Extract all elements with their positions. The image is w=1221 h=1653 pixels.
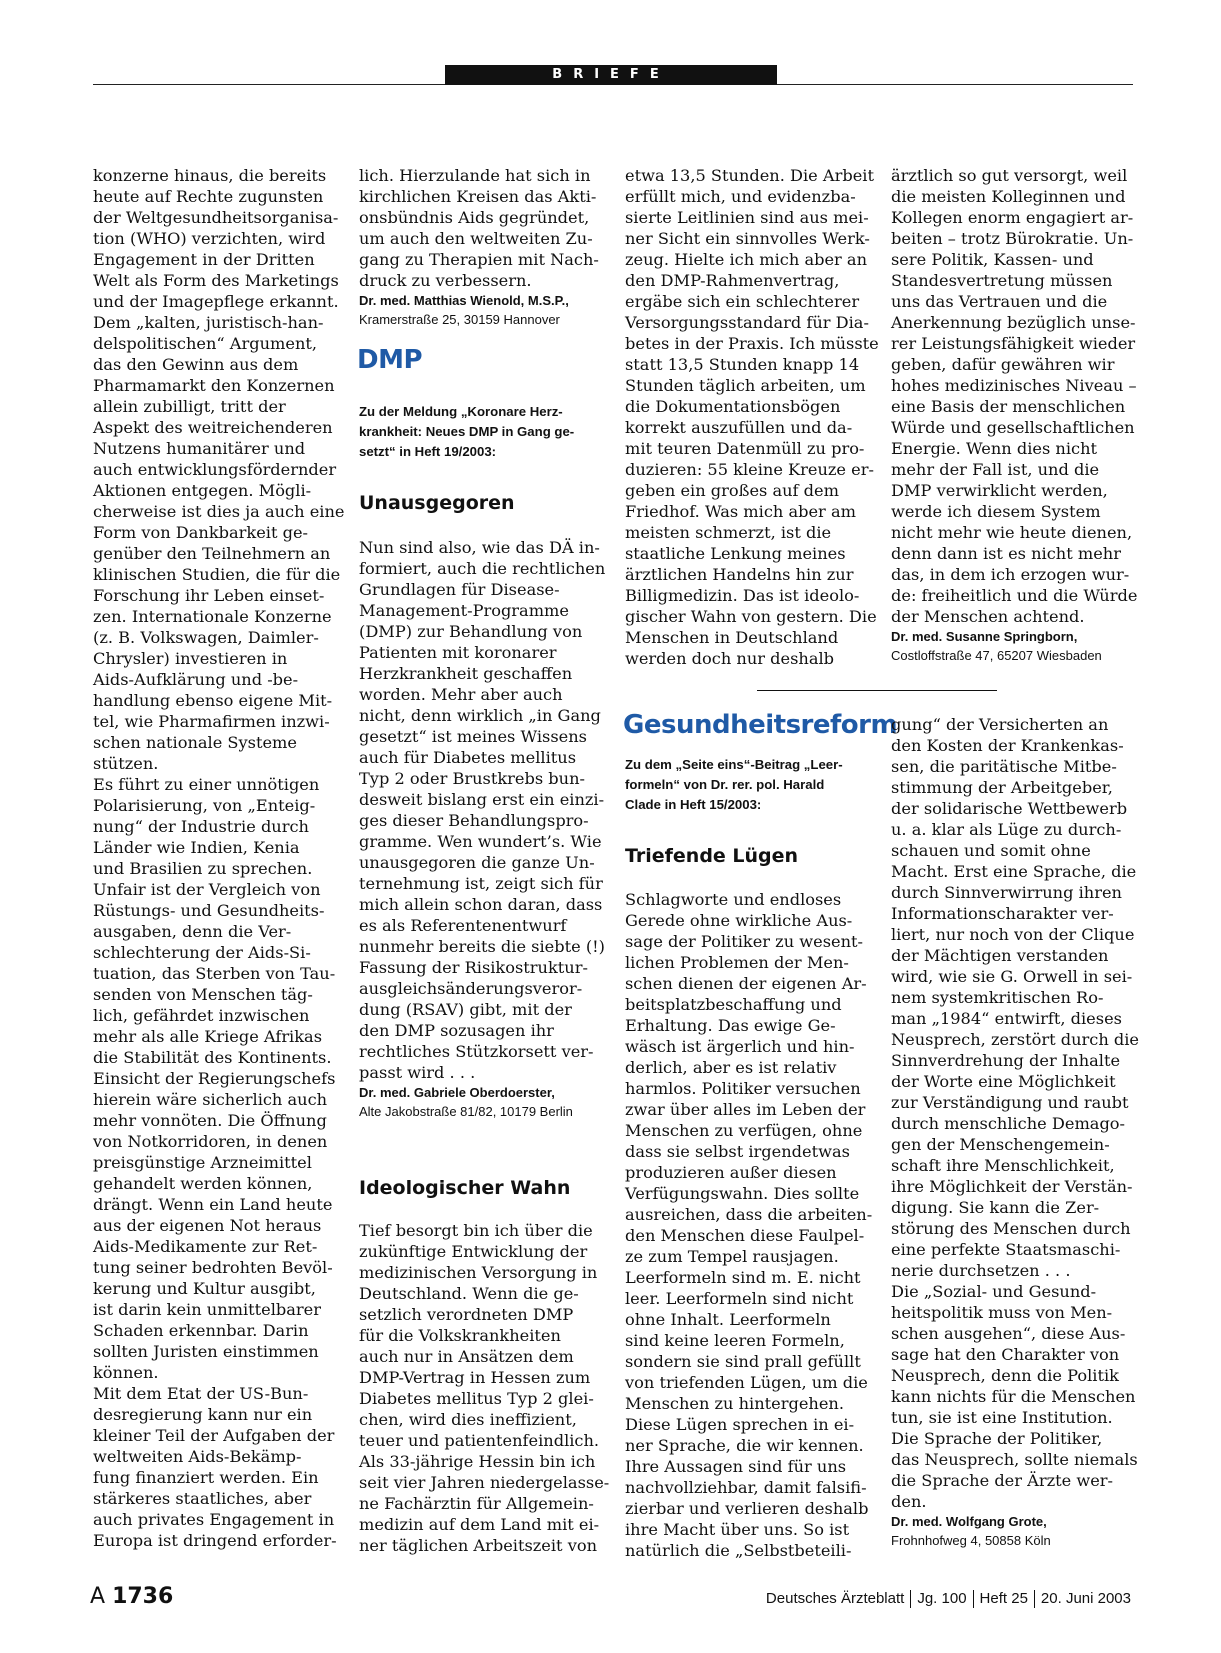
text-line: zierbar und verlieren deshalb xyxy=(625,1499,869,1518)
section-intro-gesundheitsreform xyxy=(625,755,843,815)
journal-date: 20. Juni 2003 xyxy=(1040,1590,1131,1607)
text-line: unausgegoren die ganze Un- xyxy=(359,853,595,872)
text-line: schen ausgehen“, diese Aus- xyxy=(891,1324,1126,1343)
text-line: schaft ihre Menschlichkeit, xyxy=(891,1156,1115,1175)
text-line: ihre Möglichkeit der Verstän- xyxy=(891,1177,1133,1196)
text-line: Friedhof. Was mich aber am xyxy=(625,502,856,521)
text-line: Aids-Aufklärung und -be- xyxy=(93,670,299,689)
text-line: worden. Mehr aber auch xyxy=(359,685,563,704)
text-line: Energie. Wenn dies nicht xyxy=(891,439,1098,458)
text-line: ärztlichen Handelns hin zur xyxy=(625,565,854,584)
letter-body-unausgegoren xyxy=(359,537,604,1121)
text-line: Nun sind also, wie das DÄ in- xyxy=(359,538,600,557)
signature-address: Kramerstraße 25, 30159 Hannover xyxy=(359,312,560,327)
text-line: dass sie selbst irgendetwas xyxy=(625,1142,850,1161)
text-line: Die Sprache der Politiker, xyxy=(891,1429,1103,1448)
journal-issue: Heft 25 xyxy=(979,1590,1028,1607)
text-line: (DMP) zur Behandlung von xyxy=(359,622,583,641)
text-line: kleiner Teil der Aufgaben der xyxy=(93,1426,335,1445)
text-line: nerie durchsetzen . . . xyxy=(891,1261,1071,1280)
text-line: Typ 2 oder Brustkrebs bun- xyxy=(359,769,585,788)
text-line: Welt als Form des Marketings xyxy=(93,271,339,290)
text-line: DMP-Vertrag in Hessen zum xyxy=(359,1368,591,1387)
column-1 xyxy=(93,165,345,1551)
text-line: Management-Programme xyxy=(359,601,569,620)
text-line: von triefenden Lügen, um die xyxy=(625,1373,868,1392)
text-line: der Menschen achtend. xyxy=(891,607,1085,626)
text-line: tun, sie ist eine Institution. xyxy=(891,1408,1113,1427)
text-line: allein zubilligt, tritt der xyxy=(93,397,286,416)
text-line: Pharmamarkt den Konzernen xyxy=(93,376,335,395)
journal-footer xyxy=(766,1590,1131,1608)
text-line: die meisten Kolleginnen und xyxy=(891,187,1126,206)
text-line: delspolitischen“ Argument, xyxy=(93,334,318,353)
text-line: Diese Lügen sprechen in ei- xyxy=(625,1415,855,1434)
text-line: setzlich verordneten DMP xyxy=(359,1305,574,1324)
text-line: beitsplatzbeschaffung und xyxy=(625,995,842,1014)
text-line: cherweise ist dies ja auch eine xyxy=(93,502,345,521)
text-line: klinischen Studien, die für die xyxy=(93,565,341,584)
text-line: Europa ist dringend erforder- xyxy=(93,1531,337,1550)
text-line: produzieren außer diesen xyxy=(625,1163,837,1182)
text-line: handlung ebenso eigene Mit- xyxy=(93,691,333,710)
letter-continuation-end xyxy=(359,165,604,291)
text-line: tung seiner bedrohten Bevöl- xyxy=(93,1258,333,1277)
text-line: nicht, denn wirklich „in Gang xyxy=(359,706,601,725)
text-line: ne Fachärztin für Allgemein- xyxy=(359,1494,594,1513)
text-line: desregierung kann nur ein xyxy=(93,1405,313,1424)
text-line: Versorgungsstandard für Dia- xyxy=(625,313,869,332)
text-line: zukünftige Entwicklung der xyxy=(359,1242,588,1261)
text-line: sind keine leeren Formeln, xyxy=(625,1331,845,1350)
text-line: natürlich die „Selbstbeteili- xyxy=(625,1541,852,1560)
signature-oberdoerster xyxy=(359,1083,604,1121)
text-line: auch entwicklungsfördernder xyxy=(93,460,337,479)
text-line: tel, wie Pharmafirmen inzwi- xyxy=(93,712,330,731)
text-line: schlechterung der Aids-Si- xyxy=(93,943,311,962)
text-line: Informationscharakter ver- xyxy=(891,904,1114,923)
text-line: liert, nur noch von der Clique xyxy=(891,925,1135,944)
text-line: Es führt zu einer unnötigen xyxy=(93,775,320,794)
text-line: dung (RSAV) gibt, mit der xyxy=(359,1000,572,1019)
text-line: das Neusprech, sollte niemals xyxy=(891,1450,1138,1469)
signature-address: Alte Jakobstraße 81/82, 10179 Berlin xyxy=(359,1104,573,1119)
text-line: korrekt auszufüllen und da- xyxy=(625,418,853,437)
text-line: lich, gefährdet inzwischen xyxy=(93,1006,310,1025)
text-line: Schaden erkennbar. Darin xyxy=(93,1321,309,1340)
text-line: ner Sicht ein sinnvolles Werk- xyxy=(625,229,870,248)
text-line: medizinischen Versorgung in xyxy=(359,1263,598,1282)
text-line: Kollegen enorm engagiert ar- xyxy=(891,208,1134,227)
text-line: nicht mehr wie heute dienen, xyxy=(891,523,1133,542)
text-line: mehr vonnöten. Die Öffnung xyxy=(93,1111,327,1130)
text-line: schauen und somit ohne xyxy=(891,841,1091,860)
text-line: Gerede ohne wirkliche Aus- xyxy=(625,911,853,930)
text-line: genüber den Teilnehmern an xyxy=(93,544,331,563)
text-line: und Brasilien zu sprechen. xyxy=(93,859,313,878)
text-line: und der Imagepflege erkannt. xyxy=(93,292,339,311)
text-line: digung. Sie kann die Zer- xyxy=(891,1198,1100,1217)
text-line: lichen Problemen der Men- xyxy=(625,953,849,972)
text-line: sere Politik, Kassen- und xyxy=(891,250,1094,269)
journal-volume: Jg. 100 xyxy=(917,1590,967,1607)
signature-name: Dr. med. Wolfgang Grote, xyxy=(891,1514,1047,1529)
text-line: meisten schmerzt, ist die xyxy=(625,523,832,542)
text-line: Mit dem Etat der US-Bun- xyxy=(93,1384,309,1403)
text-line: krankheit: Neues DMP in Gang ge- xyxy=(359,424,575,439)
text-line: werde ich diesem System xyxy=(891,502,1101,521)
text-line: ist darin kein unmittelbarer xyxy=(93,1300,321,1319)
text-line: Neusprech, zerstört durch die xyxy=(891,1030,1140,1049)
letter-continuation-text xyxy=(93,165,345,1551)
signature-wienold xyxy=(359,291,604,329)
text-line: nung“ der Industrie durch xyxy=(93,817,309,836)
text-line: von Notkorridoren, in denen xyxy=(93,1132,328,1151)
text-line: uns das Vertrauen und die xyxy=(891,292,1108,311)
text-line: erfüllt mich, und evidenzba- xyxy=(625,187,856,206)
text-line: Form von Dankbarkeit ge- xyxy=(93,523,309,542)
text-line: der Weltgesundheitsorganisa- xyxy=(93,208,339,227)
text-line: zen. Internationale Konzerne xyxy=(93,607,332,626)
text-line: Menschen in Deutschland xyxy=(625,628,839,647)
text-line: für die Volkskrankheiten xyxy=(359,1326,561,1345)
text-line: sierte Leitlinien sind aus mei- xyxy=(625,208,869,227)
text-line: den Menschen diese Faulpel- xyxy=(625,1226,865,1245)
text-line: tion (WHO) verzichten, wird xyxy=(93,229,326,248)
text-line: auch für Diabetes mellitus xyxy=(359,748,576,767)
text-line: statt 13,5 Stunden knapp 14 xyxy=(625,355,860,374)
text-line: heitspolitik muss von Men- xyxy=(891,1303,1113,1322)
text-line: Zu der Meldung „Koronare Herz- xyxy=(359,404,563,419)
text-line: Clade in Heft 15/2003: xyxy=(625,797,762,812)
text-line: u. a. klar als Lüge zu durch- xyxy=(891,820,1122,839)
text-line: Aktionen entgegen. Mögli- xyxy=(93,481,312,500)
text-line: ärztlich so gut versorgt, weil xyxy=(891,166,1128,185)
text-line: derlich, aber es ist relativ xyxy=(625,1058,837,1077)
text-line: Einsicht der Regierungschefs xyxy=(93,1069,336,1088)
text-line: Sinnverdrehung der Inhalte xyxy=(891,1051,1121,1070)
text-line: den Kosten der Krankenkas- xyxy=(891,736,1124,755)
text-line: Würde und gesellschaftlichen xyxy=(891,418,1135,437)
text-line: mehr der Fall ist, und die xyxy=(891,460,1100,479)
text-line: rechtliches Stützkorsett ver- xyxy=(359,1042,594,1061)
text-line: sondern sie sind prall gefüllt xyxy=(625,1352,861,1371)
text-line: Die „Sozial- und Gesund- xyxy=(891,1282,1097,1301)
text-line: nunmehr bereits die siebte (!) xyxy=(359,937,605,956)
text-line: Dem „kalten, juristisch-han- xyxy=(93,313,324,332)
text-line: harmlos. Politiker versuchen xyxy=(625,1079,861,1098)
text-line: Aspekt des weitreichenderen xyxy=(93,418,333,437)
letter-body-wahn-part1 xyxy=(359,1220,610,1556)
journal-name: Deutsches Ärzteblatt xyxy=(765,1590,905,1607)
letter-body-luegen-part1 xyxy=(625,889,873,1561)
signature-springborn xyxy=(891,627,1136,665)
signature-name: Dr. med. Susanne Springborn, xyxy=(891,629,1078,644)
text-line: kirchlichen Kreisen das Akti- xyxy=(359,187,597,206)
text-line: staatliche Lenkung meines xyxy=(625,544,846,563)
column-2 xyxy=(359,165,604,329)
text-line: medizin auf dem Land mit ei- xyxy=(359,1515,600,1534)
text-line: nachvollziehbar, damit falsifi- xyxy=(625,1478,867,1497)
text-line: formeln“ von Dr. rer. pol. Harald xyxy=(625,777,825,792)
text-line: Tief besorgt bin ich über die xyxy=(359,1221,593,1240)
text-line: onsbündnis Aids gegründet, xyxy=(359,208,590,227)
text-line: passt wird . . . xyxy=(359,1063,476,1082)
letter-body-luegen-part2 xyxy=(891,714,1140,1512)
text-line: Länder wie Indien, Kenia xyxy=(93,838,300,857)
text-line: die Sprache der Ärzte wer- xyxy=(891,1471,1113,1490)
letter-lines xyxy=(359,537,604,1083)
text-line: mit teuren Datenmüll zu pro- xyxy=(625,439,865,458)
column-4-lower xyxy=(891,714,1140,1550)
text-line: Nutzens humanitärer und xyxy=(93,439,306,458)
text-line: eine Basis der menschlichen xyxy=(891,397,1126,416)
text-line: Anerkennung bezüglich unse- xyxy=(891,313,1136,332)
text-line: sen, die paritätische Mitbe- xyxy=(891,757,1117,776)
text-line: Menschen zu hintergehen. xyxy=(625,1394,844,1413)
signature-grote xyxy=(891,1512,1136,1550)
text-line: Herzkrankheit geschaffen xyxy=(359,664,573,683)
text-line: stärkeres staatliches, aber xyxy=(93,1489,312,1508)
letter-heading-ideologischer-wahn: Ideologischer Wahn xyxy=(359,1177,571,1199)
text-line: ohne Inhalt. Leerformeln xyxy=(625,1310,831,1329)
text-line: Menschen zu verfügen, ohne xyxy=(625,1121,863,1140)
text-line: mich allein schon daran, dass xyxy=(359,895,603,914)
text-line: schen dienen der eigenen Ar- xyxy=(625,974,867,993)
text-line: werden doch nur deshalb xyxy=(625,649,835,668)
text-line: durch menschliche Demago- xyxy=(891,1114,1126,1133)
text-line: formiert, auch die rechtlichen xyxy=(359,559,606,578)
text-line: gehandelt werden können, xyxy=(93,1174,313,1193)
text-line: nem systemkritischen Ro- xyxy=(891,988,1104,1007)
text-line: ausgaben, denn die Ver- xyxy=(93,922,292,941)
text-line: ges dieser Behandlungspro- xyxy=(359,811,589,830)
text-line: Fassung der Risikostruktur- xyxy=(359,958,588,977)
text-line: Billigmedizin. Das ist ideolo- xyxy=(625,586,860,605)
text-line: Rüstungs- und Gesundheits- xyxy=(93,901,325,920)
text-line: Stunden täglich arbeiten, um xyxy=(625,376,866,395)
page-number xyxy=(90,1584,173,1609)
text-line: druck zu verbessern. xyxy=(359,271,532,290)
text-line: aus der eigenen Not heraus xyxy=(93,1216,322,1235)
text-line: auch privates Engagement in xyxy=(93,1510,335,1529)
page-prefix: A xyxy=(90,1584,106,1609)
text-line: Ihre Aussagen sind für uns xyxy=(625,1457,847,1476)
page-number-value: 1736 xyxy=(112,1584,174,1609)
letter-body-wahn-part2 xyxy=(625,165,879,669)
text-line: setzt“ in Heft 19/2003: xyxy=(359,444,497,459)
text-line: Als 33-jährige Hessin bin ich xyxy=(359,1452,596,1471)
text-line: sage hat den Charakter von xyxy=(891,1345,1120,1364)
text-line: de: freiheitlich und die Würde xyxy=(891,586,1138,605)
text-line: Forschung ihr Leben einset- xyxy=(93,586,325,605)
text-line: Schlagworte und endloses xyxy=(625,890,842,909)
text-line: ergäbe sich ein schlechterer xyxy=(625,292,860,311)
text-line: ner täglichen Arbeitszeit von xyxy=(359,1536,598,1555)
text-line: wird, wie sie G. Orwell in sei- xyxy=(891,967,1133,986)
text-line: hierein wäre sicherlich auch xyxy=(93,1090,328,1109)
section-intro-dmp xyxy=(359,402,574,462)
signature-address: Costloffstraße 47, 65207 Wiesbaden xyxy=(891,648,1102,663)
text-line: chen, wird dies ineffizient, xyxy=(359,1410,577,1429)
text-line: gramme. Wen wundert’s. Wie xyxy=(359,832,602,851)
text-line: ausreichen, dass die arbeiten- xyxy=(625,1205,873,1224)
text-line: rer Leistungsfähigkeit wieder xyxy=(891,334,1136,353)
section-title-gesundheitsreform: Gesundheitsreform xyxy=(623,710,898,740)
text-line: geben ein großes auf dem xyxy=(625,481,839,500)
text-line: Grundlagen für Disease- xyxy=(359,580,560,599)
signature-name: Dr. med. Matthias Wienold, M.S.P., xyxy=(359,293,569,308)
text-line: stützen. xyxy=(93,754,159,773)
text-line: der solidarische Wettbewerb xyxy=(891,799,1128,818)
text-line: (z. B. Volkswagen, Daimler- xyxy=(93,628,319,647)
text-line: Verfügungswahn. Dies sollte xyxy=(625,1184,860,1203)
text-line: kerung und Kultur ausgibt, xyxy=(93,1279,316,1298)
text-line: der Worte eine Möglichkeit xyxy=(891,1072,1116,1091)
text-line: Polarisierung, von „Enteig- xyxy=(93,796,316,815)
text-line: Erhaltung. Das ewige Ge- xyxy=(625,1016,836,1035)
text-line: ihre Macht über uns. So ist xyxy=(625,1520,850,1539)
text-line: ausgleichsänderungsveror- xyxy=(359,979,583,998)
text-line: gang zu Therapien mit Nach- xyxy=(359,250,599,269)
column-4 xyxy=(891,165,1136,665)
text-line: zur Verständigung und raubt xyxy=(891,1093,1129,1112)
text-line: etwa 13,5 Stunden. Die Arbeit xyxy=(625,166,874,185)
text-line: schen nationale Systeme xyxy=(93,733,297,752)
text-line: gung“ der Versicherten an xyxy=(891,715,1109,734)
text-line: das, in dem ich erzogen wur- xyxy=(891,565,1130,584)
text-line: können. xyxy=(93,1363,159,1382)
footer-separator xyxy=(910,1590,911,1608)
text-line: zeug. Hielte ich mich aber an xyxy=(625,250,867,269)
text-line: gen der Menschengemein- xyxy=(891,1135,1110,1154)
letter-body-wahn-part3 xyxy=(891,165,1136,627)
text-line: ner Sprache, die wir kennen. xyxy=(625,1436,864,1455)
text-line: kann nichts für die Menschen xyxy=(891,1387,1136,1406)
text-line: störung des Menschen durch xyxy=(891,1219,1131,1238)
text-line: weltweiten Aids-Bekämp- xyxy=(93,1447,302,1466)
text-line: Unfair ist der Vergleich von xyxy=(93,880,321,899)
text-line: der Mächtigen verstanden xyxy=(891,946,1109,965)
text-line: um auch den weltweiten Zu- xyxy=(359,229,593,248)
text-line: ternehmung ist, zeigt sich für xyxy=(359,874,603,893)
footer-separator xyxy=(973,1590,974,1608)
text-line: sollten Juristen einstimmen xyxy=(93,1342,319,1361)
text-line: fung finanziert werden. Ein xyxy=(93,1468,319,1487)
text-line: zwar über alles im Leben der xyxy=(625,1100,866,1119)
text-line: desweit bislang erst ein einzi- xyxy=(359,790,605,809)
text-line: den. xyxy=(891,1492,927,1511)
letter-heading-unausgegoren: Unausgegoren xyxy=(359,492,515,514)
text-line: Engagement in der Dritten xyxy=(93,250,315,269)
text-line: Macht. Erst eine Sprache, die xyxy=(891,862,1137,881)
text-line: gesetzt“ ist meines Wissens xyxy=(359,727,587,746)
letter-heading-triefende-luegen: Triefende Lügen xyxy=(625,845,799,867)
text-line: wäsch ist ärgerlich und hin- xyxy=(625,1037,855,1056)
text-line: die Stabilität des Kontinents. xyxy=(93,1048,332,1067)
text-line: Aids-Medikamente zur Ret- xyxy=(93,1237,318,1256)
text-line: denn dann ist es nicht mehr xyxy=(891,544,1121,563)
text-line: auch nur in Ansätzen dem xyxy=(359,1347,574,1366)
text-line: man „1984“ entwirft, dieses xyxy=(891,1009,1122,1028)
text-line: konzerne hinaus, die bereits xyxy=(93,166,327,185)
text-line: leer. Leerformeln sind nicht xyxy=(625,1289,854,1308)
text-line: drängt. Wenn ein Land heute xyxy=(93,1195,333,1214)
text-line: hohes medizinisches Niveau – xyxy=(891,376,1137,395)
text-line: den DMP-Rahmenvertrag, xyxy=(625,271,840,290)
text-line: gischer Wahn von gestern. Die xyxy=(625,607,877,626)
section-title-dmp: DMP xyxy=(357,345,423,375)
text-line: eine perfekte Staatsmaschi- xyxy=(891,1240,1121,1259)
text-line: DMP verwirklicht werden, xyxy=(891,481,1108,500)
text-line: Leerformeln sind m. E. nicht xyxy=(625,1268,861,1287)
text-line: mehr als alle Kriege Afrikas xyxy=(93,1027,323,1046)
text-line: Standesvertretung müssen xyxy=(891,271,1113,290)
text-line: durch Sinnverwirrung ihren xyxy=(891,883,1122,902)
text-line: senden von Menschen täg- xyxy=(93,985,313,1004)
text-line: beiten – trotz Bürokratie. Un- xyxy=(891,229,1134,248)
text-line: Chrysler) investieren in xyxy=(93,649,288,668)
text-line: Diabetes mellitus Typ 2 glei- xyxy=(359,1389,594,1408)
text-line: ze zum Tempel rausjagen. xyxy=(625,1247,839,1266)
text-line: Patienten mit koronarer xyxy=(359,643,557,662)
text-line: die Dokumentationsbögen xyxy=(625,397,841,416)
text-line: tuation, das Sterben von Tau- xyxy=(93,964,336,983)
text-line: sage der Politiker zu wesent- xyxy=(625,932,863,951)
section-divider xyxy=(757,690,997,691)
signature-address: Frohnhofweg 4, 50858 Köln xyxy=(891,1533,1051,1548)
text-line: Zu dem „Seite eins“-Beitrag „Leer- xyxy=(625,757,843,772)
footer-separator xyxy=(1034,1590,1035,1608)
text-line: Deutschland. Wenn die ge- xyxy=(359,1284,579,1303)
section-header-briefe: BRIEFE xyxy=(445,65,777,85)
text-line: heute auf Rechte zugunsten xyxy=(93,187,324,206)
signature-name: Dr. med. Gabriele Oberdoerster, xyxy=(359,1085,555,1100)
text-line: seit vier Jahren niedergelasse- xyxy=(359,1473,610,1492)
text-line: den DMP sozusagen ihr xyxy=(359,1021,554,1040)
text-line: das den Gewinn aus dem xyxy=(93,355,299,374)
text-line: duzieren: 55 kleine Kreuze er- xyxy=(625,460,874,479)
text-line: lich. Hierzulande hat sich in xyxy=(359,166,591,185)
text-line: Neusprech, denn die Politik xyxy=(891,1366,1119,1385)
text-line: betes in der Praxis. Ich müsste xyxy=(625,334,879,353)
text-line: preisgünstige Arzneimittel xyxy=(93,1153,312,1172)
text-line: es als Referentenentwurf xyxy=(359,916,567,935)
text-line: stimmung der Arbeitgeber, xyxy=(891,778,1113,797)
text-line: teuer und patientenfeindlich. xyxy=(359,1431,600,1450)
text-line: geben, dafür gewähren wir xyxy=(891,355,1115,374)
